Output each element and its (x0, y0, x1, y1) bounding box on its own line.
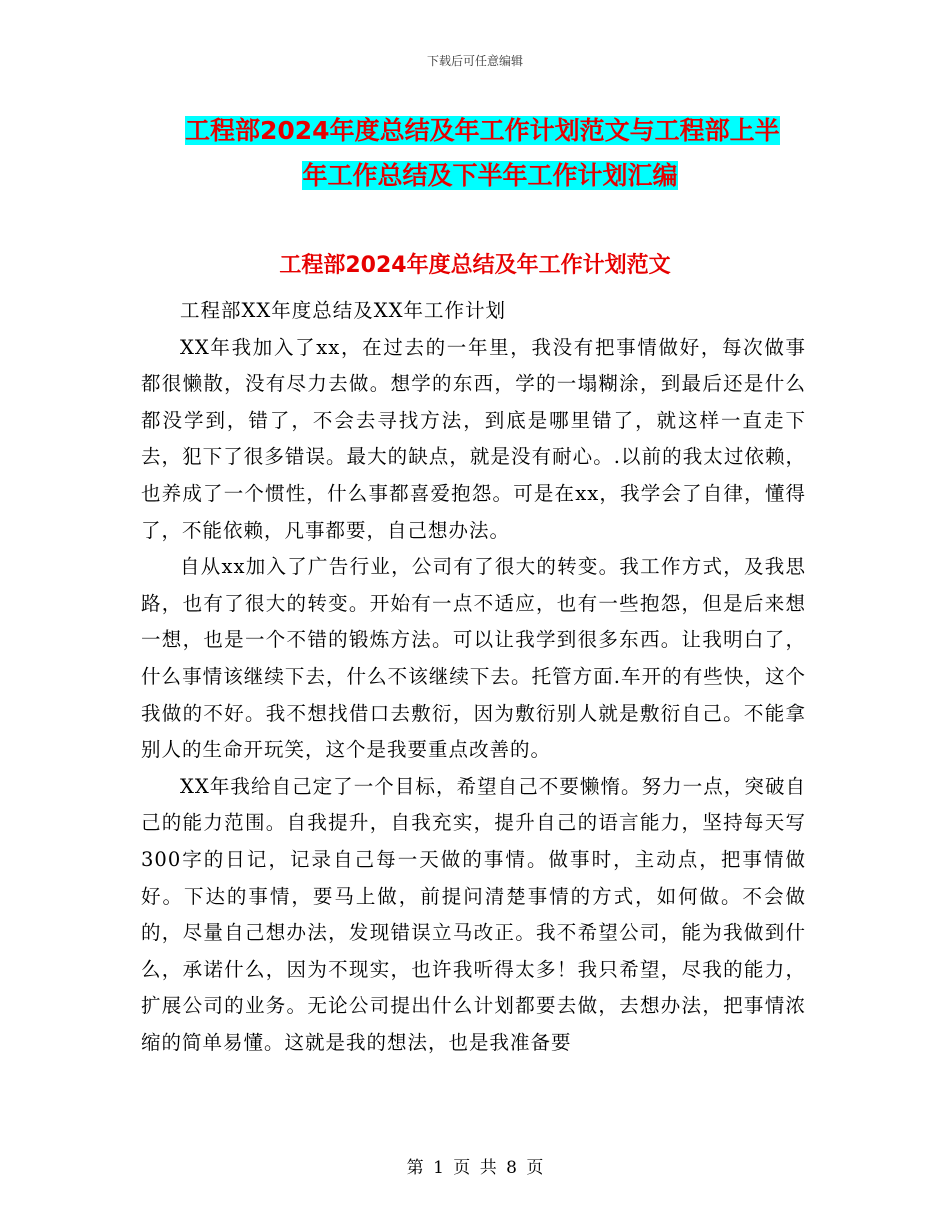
body-paragraph: XX年我给自己定了一个目标，希望自己不要懒惰。努力一点，突破自己的能力范围。自我提升，自我充实，提升自己的语言能力，坚持每天写300字的日记，记录自己每一天做的事情。做事时，主动点，把事情做好。下达的事情，要马上做，前提问清楚事情的方式，如何做。不会做的，尽量自己想办法，发现错误立马改正。我不希望公司，能为我做到什么，承诺什么，因为不现实，也许我听得太多！我只希望，尽我的能力，扩展公司的业务。无论公司提出什么计划都要去做，去想办法，把事情浓缩的简单易懂。这就是我的想法，也是我准备要 (141, 774, 806, 1054)
section-title: 工程部2024年度总结及年工作计划范文 (279, 253, 671, 278)
body-paragraph: 工程部XX年度总结及XX年工作计划 (180, 299, 507, 322)
body-paragraph: 自从xx加入了广告行业，公司有了很大的转变。我工作方式，及我思路，也有了很大的转变。开始有一点不适应，也有一些抱怨，但是后来想一想，也是一个不错的锻炼方法。可以让我学到很多东西。让我明白了，什么事情该继续下去，什么不该继续下去。托管方面.车开的有些快，这个我做的不好。我不想找借口去敷衍，因为敷衍别人就是敷衍自己。不能拿别人的生命开玩笑，这个是我要重点改善的。 (141, 555, 806, 762)
document-title (185, 108, 815, 198)
body-paragraph: XX年我加入了xx，在过去的一年里，我没有把事情做好，每次做事都很懒散，没有尽力去做。想学的东西，学的一塌糊涂，到最后还是什么都没学到，错了，不会去寻找方法，到底是哪里错了，就这样一直走下去，犯下了很多错误。最大的缺点，就是没有耐心。.以前的我太过依赖，也养成了一个惯性，什么事都喜爱抱怨。可是在xx，我学会了自律，懂得了，不能依赖，凡事都要，自己想办法。 (141, 335, 806, 542)
page-number-footer: 第 1 页 共 8 页 (406, 1158, 544, 1178)
header-note: 下载后可任意编辑 (426, 54, 523, 68)
document-title-line1: 工程部2024年度总结及年工作计划范文与工程部上半 (185, 116, 780, 145)
document-body (141, 293, 806, 1061)
document-title-line2: 年工作总结及下半年工作计划汇编 (302, 161, 678, 190)
